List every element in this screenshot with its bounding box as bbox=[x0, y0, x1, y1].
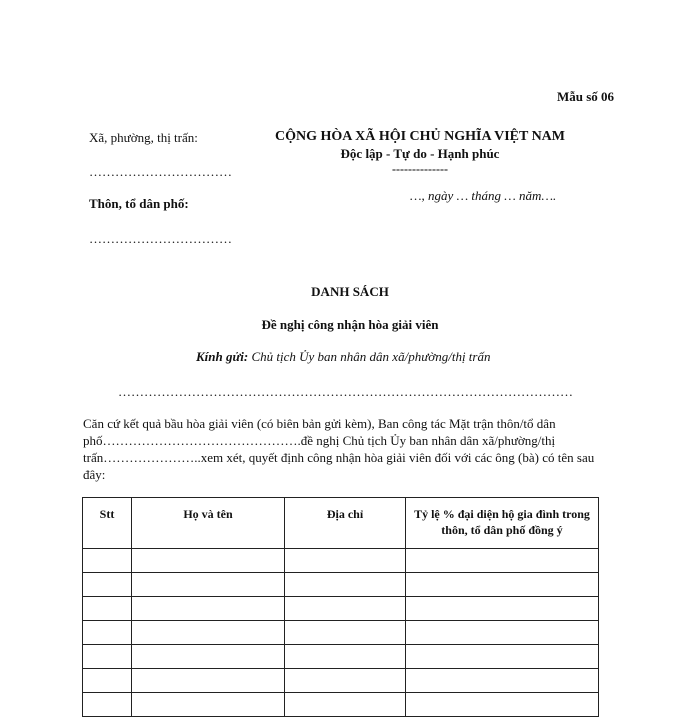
table-cell bbox=[406, 621, 599, 645]
header-stt: Stt bbox=[83, 498, 132, 549]
table-cell bbox=[132, 549, 285, 573]
table-cell bbox=[285, 621, 406, 645]
national-motto: Độc lập - Tự do - Hạnh phúc bbox=[340, 146, 500, 161]
national-title: CỘNG HÒA XÃ HỘI CHỦ NGHĨA VIỆT NAM bbox=[274, 129, 566, 144]
table-cell bbox=[285, 645, 406, 669]
addressee-blank: …………………………………………………………………………………………… bbox=[118, 384, 573, 399]
table-cell bbox=[285, 693, 406, 717]
body-paragraph: Căn cứ kết quả bầu hòa giải viên (có biên bản gửi kèm), Ban công tác Mặt trận thôn/tổ dân phố……………………………………….đề nghị Chủ tịch Ủy ban nhân dân xã/phường/thị trấn…………………..xem xét, quyết định công nhận hòa giải viên đối với các ông (bà) có tên sau đây: bbox=[83, 416, 595, 482]
admin-unit-label: Xã, phường, thị trấn: bbox=[89, 130, 198, 145]
motto-divider: -------------- bbox=[392, 162, 448, 176]
header-full-name: Họ và tên bbox=[132, 498, 285, 549]
document-subtitle: Đề nghị công nhận hòa giải viên bbox=[261, 317, 439, 332]
table-cell bbox=[132, 597, 285, 621]
table-cell bbox=[406, 597, 599, 621]
table-row bbox=[83, 597, 599, 621]
table-cell bbox=[132, 669, 285, 693]
table-cell bbox=[83, 645, 132, 669]
table-cell bbox=[285, 669, 406, 693]
table-cell bbox=[83, 549, 132, 573]
table-row bbox=[83, 573, 599, 597]
table-cell bbox=[285, 597, 406, 621]
table-cell bbox=[132, 573, 285, 597]
table-cell bbox=[83, 693, 132, 717]
document-title: DANH SÁCH bbox=[311, 284, 389, 299]
table-header-row bbox=[83, 498, 599, 549]
table-cell bbox=[83, 573, 132, 597]
nominee-table bbox=[82, 497, 599, 717]
header-address: Địa chỉ bbox=[285, 498, 406, 549]
table-cell bbox=[83, 597, 132, 621]
addressee-label: Kính gửi: bbox=[196, 349, 249, 364]
date-line: …, ngày … tháng … năm…. bbox=[410, 188, 557, 203]
table-cell bbox=[406, 549, 599, 573]
table-cell bbox=[406, 645, 599, 669]
table-cell bbox=[83, 621, 132, 645]
header-approval-rate: Tỷ lệ % đại diện hộ gia đình trong thôn, tổ dân phố đồng ý bbox=[406, 498, 599, 549]
addressee-line bbox=[196, 349, 490, 365]
table-cell bbox=[406, 573, 599, 597]
table-row bbox=[83, 669, 599, 693]
addressee-text: Chủ tịch Ủy ban nhân dân xã/phường/thị trấn bbox=[248, 349, 491, 364]
table-cell bbox=[406, 669, 599, 693]
table-row bbox=[83, 621, 599, 645]
table-row bbox=[83, 549, 599, 573]
table-cell bbox=[406, 693, 599, 717]
admin-unit-blank: …………………………… bbox=[89, 164, 232, 179]
form-number: Mẫu số 06 bbox=[557, 89, 615, 104]
table-row bbox=[83, 645, 599, 669]
table-cell bbox=[132, 621, 285, 645]
table-row bbox=[83, 693, 599, 717]
table-cell bbox=[285, 549, 406, 573]
table-cell bbox=[132, 645, 285, 669]
village-label: Thôn, tổ dân phố: bbox=[89, 196, 189, 211]
table-cell bbox=[83, 669, 132, 693]
table-cell bbox=[132, 693, 285, 717]
table-cell bbox=[285, 573, 406, 597]
village-blank: …………………………… bbox=[89, 231, 232, 246]
